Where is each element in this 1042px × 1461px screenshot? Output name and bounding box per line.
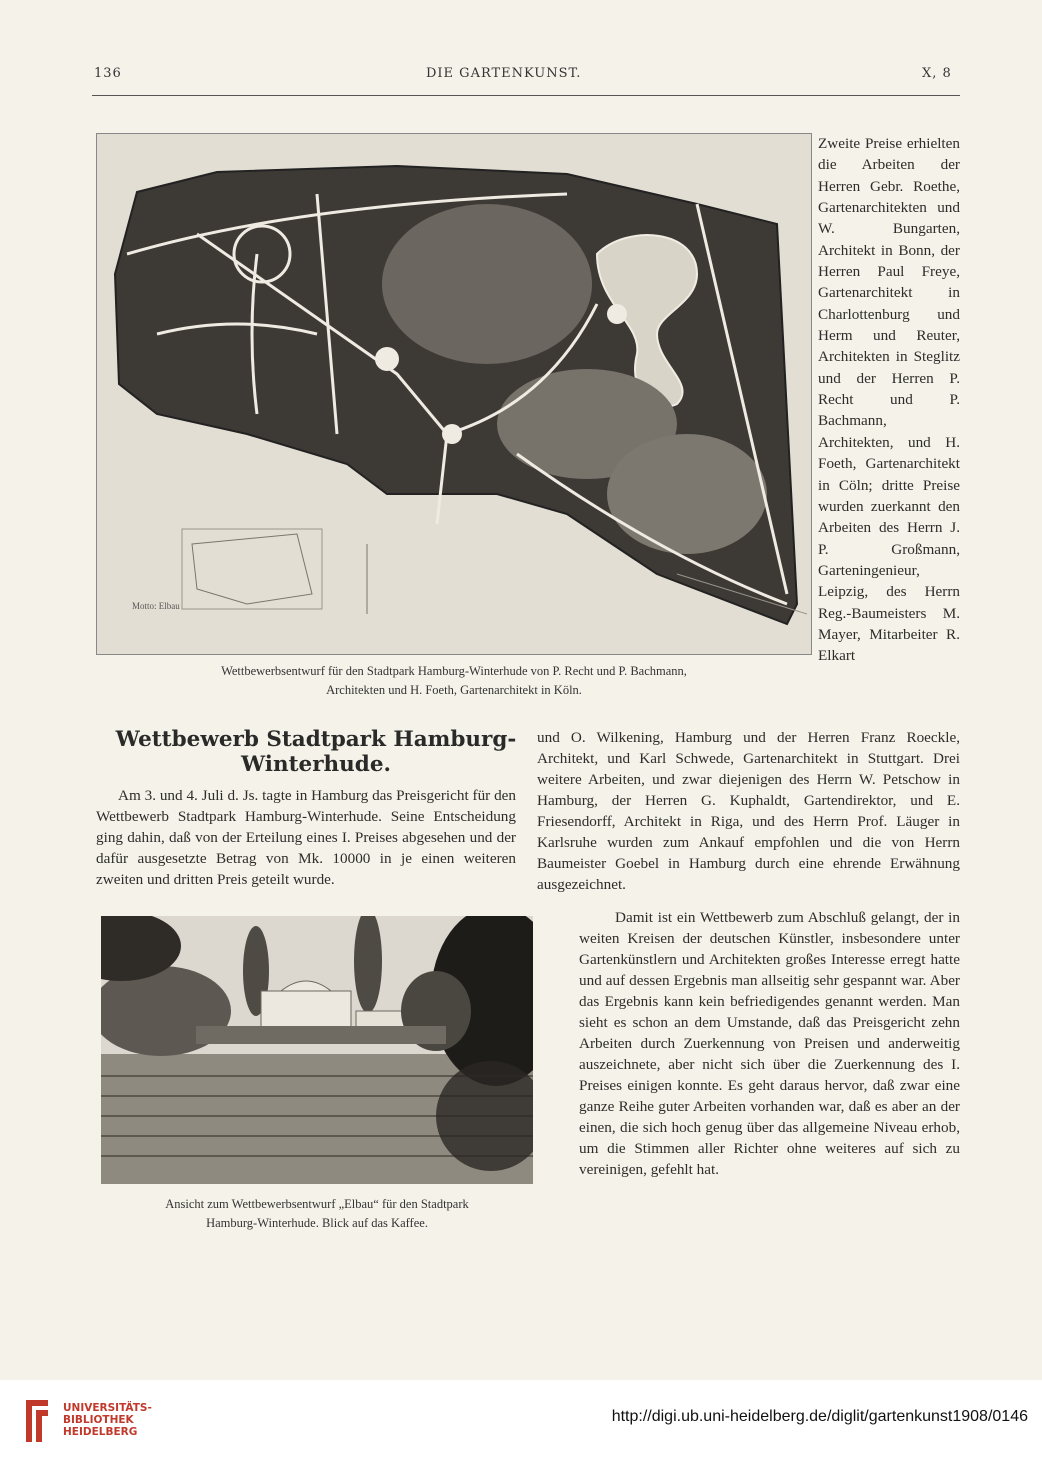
headline-line1: Wettbewerb Stadtpark Hamburg- <box>115 727 517 752</box>
library-name-line3: HEIDELBERG <box>63 1426 138 1438</box>
right-paragraph-2 <box>579 907 960 1180</box>
library-logo-icon <box>22 1396 52 1446</box>
figure1-caption-line1: Wettbewerbsentwurf für den Stadtpark Hamburg-Winterhude von P. Recht und P. Bachmann, <box>221 664 687 678</box>
header-rule <box>92 95 960 96</box>
left-paragraph-text: Am 3. und 4. Juli d. Js. tagte in Hamburg das Preisgericht für den Wettbewerb Stadtpark Hamburg-Winterhude. Seine Entscheidung ging dahin, daß von der Erteilung eines I. Preises abgesehen und der dafür ausgesetzte Betrag von Mk. 10000 in je einen weiteren zweiten und dritten Preis geteilt wurde. <box>96 787 516 888</box>
park-plan-drawing <box>97 134 811 654</box>
right-paragraph-2-text: Damit ist ein Wettbewerb zum Abschluß gelangt, der in weiten Kreisen der deutschen Künstler, insbesondere unter Gartenkünstlern und Architekten großes Interesse erregt hatte und auf dessen Ergebnis man allseitig sehr gespannt war. Aber das Ergebnis kann kein befriedigendes genannt werden. Man sieht es schon an dem Umstande, daß das Preisgericht zehn Arbeiten durch Zuerkennung von Preisen und anderweitig auszeichnete, aber nicht sich über die Zuerkennung des I. Preises einigen konnte. Es geht daraus hervor, daß zwar eine ganze Reihe guter Arbeiten vorhanden war, daß es aber an der einen, die sich hoch genug über das allgemeine Niveau erhob, um die Stimmen aller Richter ohne weiteres auf sich zu vereinigen, gefehlt hat. <box>579 909 960 1178</box>
figure1-caption <box>96 662 812 700</box>
article-headline <box>100 727 532 777</box>
right-paragraph-1 <box>537 727 960 895</box>
library-name-line1: UNIVERSITÄTS- <box>63 1402 152 1414</box>
narrow-column-text: Zweite Preise erhielten die Arbeiten der Herren Gebr. Roethe, Gartenarchitekten und W. Bungarten, Architekt in Bonn, der Herren Paul Freye, Gartenarchitekt in Charlottenburg und Herm und Reuter, Architekten in Steglitz und der Herren P. Recht und P. Bachmann, Architekten, und H. Foeth, Gartenarchitekt in Cöln; dritte Preise wurden zuerkannt den Arbeiten des Herrn J. P. Großmann, Garteningenieur, Leipzig, des Herrn Reg.-Baumeisters M. Mayer, Mitarbeiter R. Elkart <box>818 135 960 665</box>
figure2-caption <box>101 1195 533 1233</box>
cafe-view-drawing <box>101 916 533 1184</box>
park-plan-figure <box>96 133 812 655</box>
library-name-line2: BIBLIOTHEK <box>63 1414 134 1426</box>
motto-label: Motto: Elbau <box>132 601 180 611</box>
library-name <box>63 1402 152 1438</box>
cafe-view-figure <box>101 916 533 1184</box>
page-number: 136 <box>94 66 122 81</box>
running-title: DIE GARTENKUNST. <box>426 66 582 81</box>
source-url-link[interactable]: http://digi.ub.uni-heidelberg.de/diglit/gartenkunst1908/0146 <box>611 1408 1028 1425</box>
figure2-caption-line2: Hamburg-Winterhude. Blick auf das Kaffee. <box>206 1216 428 1230</box>
left-paragraph <box>96 785 516 890</box>
volume-issue: X, 8 <box>922 66 952 81</box>
right-paragraph-1-text: und O. Wilkening, Hamburg und der Herren Franz Roeckle, Architekt, und Karl Schwede, Gartenarchitekt in Stuttgart. Drei weitere Arbeiten, und zwar diejenigen des Herrn W. Petschow in Hamburg, der Herren G. Kuphaldt, Gartendirektor, und E. Friesendorff, Architekt in Riga, und des Herrn Prof. Läuger in Karlsruhe wurden zum Ankauf empfohlen und die von Herrn Baumeister Goebel in Hamburg durch eine ehrende Erwähnung ausgezeichnet. <box>537 729 960 893</box>
library-footer <box>0 1380 1042 1461</box>
figure2-caption-line1: Ansicht zum Wettbewerbsentwurf „Elbau“ für den Stadtpark <box>165 1197 469 1211</box>
headline-line2: Winterhude. <box>241 752 391 777</box>
figure1-caption-line2: Architekten und H. Foeth, Gartenarchitekt in Köln. <box>326 683 582 697</box>
